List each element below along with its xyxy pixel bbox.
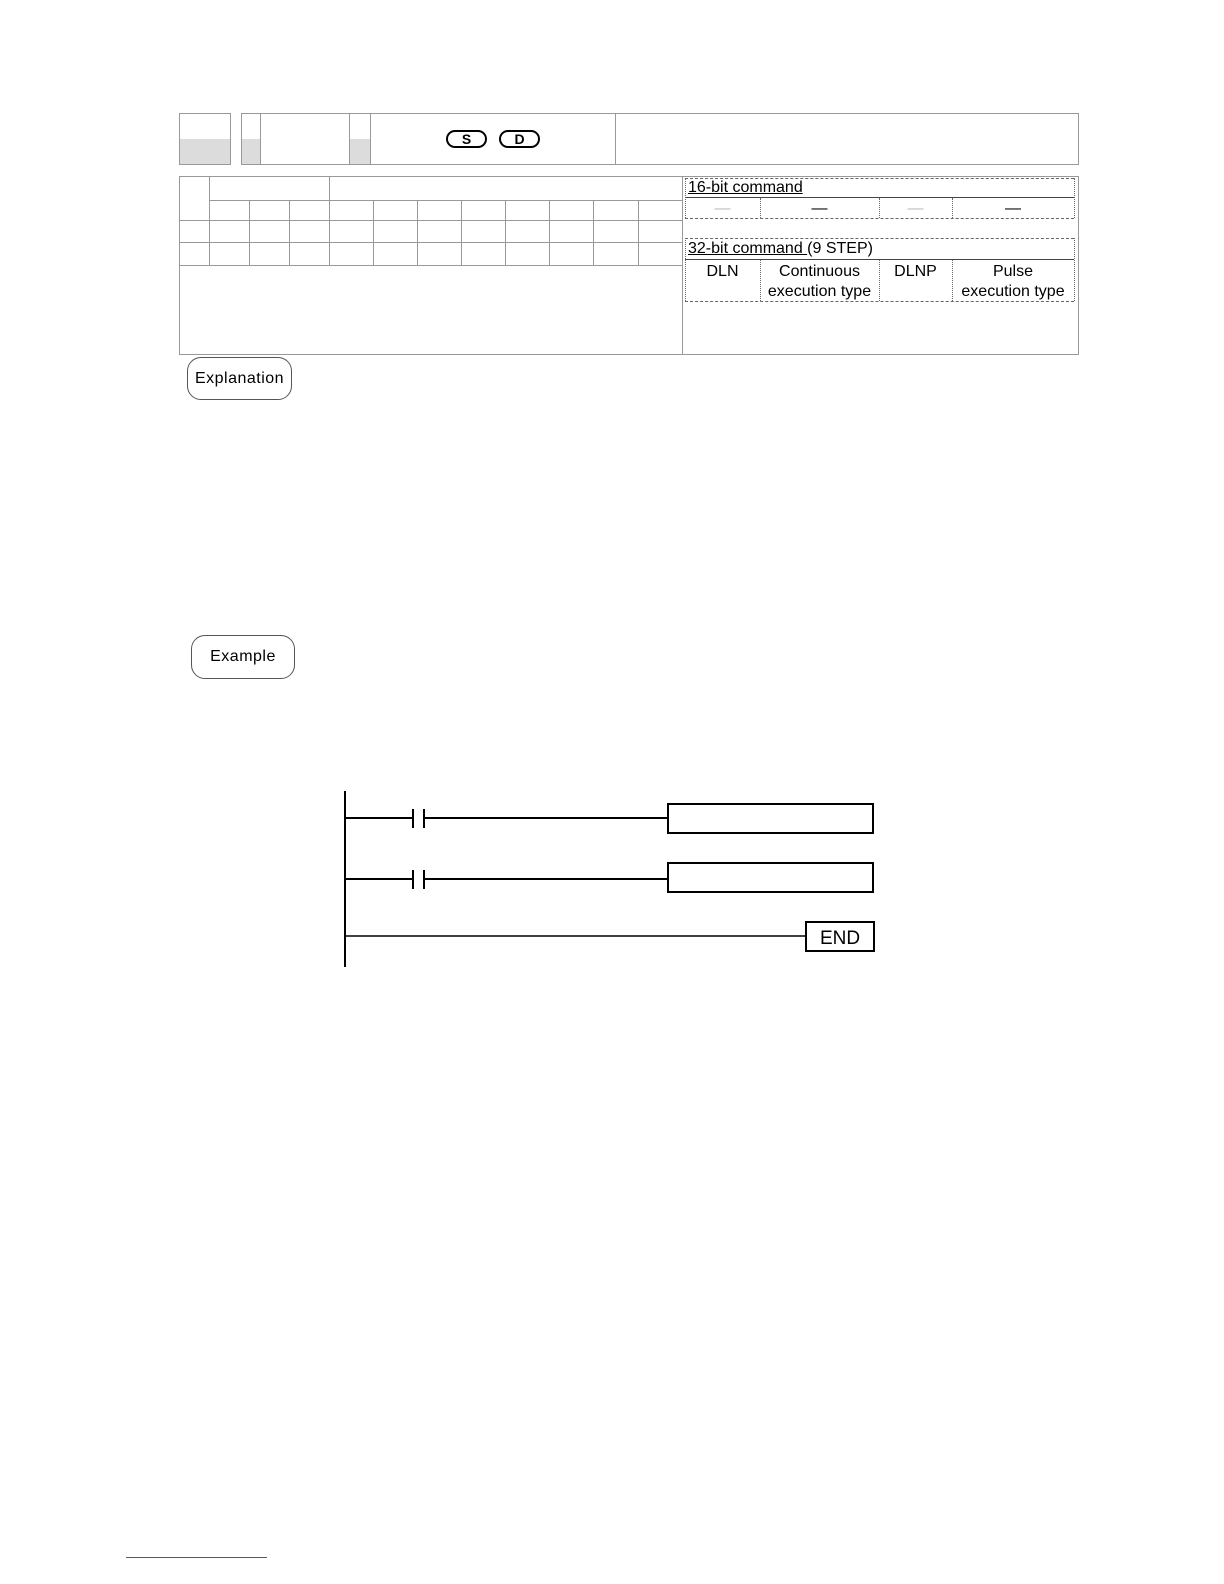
grid-col-divider <box>593 200 594 266</box>
grid-row-divider <box>179 242 682 243</box>
bit32-sep-a <box>760 260 761 301</box>
bit32-top-border <box>685 238 1074 239</box>
bit16-heading: 16-bit command <box>688 179 803 196</box>
destination-operand-icon: D <box>499 130 540 148</box>
bit16-sep-c <box>952 198 953 218</box>
ladder-diagram <box>330 785 890 975</box>
grid-col-divider <box>289 200 290 266</box>
bit16-top-border <box>685 178 1074 179</box>
bit16-cell-2: — <box>811 200 828 217</box>
bit32-cell-3-line1: DLNP <box>894 263 937 280</box>
grid-col-divider <box>549 200 550 266</box>
bit32-cell-4-line2: execution type <box>961 283 1065 300</box>
panel-divider <box>682 176 683 355</box>
mnemonic-shade-left <box>242 139 260 164</box>
example-label: Example <box>191 635 295 679</box>
bit32-heading-steps: (9 STEP) <box>807 240 873 257</box>
bit32-cell-4-line1: Pulse <box>992 263 1034 280</box>
bit16-sep-a <box>760 198 761 218</box>
rung-1-instruction-box <box>668 804 873 833</box>
grid-col-divider <box>417 200 418 266</box>
bit32-sep-c <box>952 260 953 301</box>
mnemonic-divider-left <box>260 113 261 165</box>
grid-col-divider <box>638 200 639 266</box>
operands-box <box>370 113 616 165</box>
grid-col-divider <box>329 176 330 266</box>
instruction-code-shade <box>180 139 230 164</box>
mnemonic-shade-right <box>350 139 370 164</box>
source-operand-icon: S <box>446 130 487 148</box>
bit32-cell-4 <box>952 262 1074 302</box>
bit32-cell-1 <box>685 262 760 282</box>
explanation-label: Explanation <box>187 357 292 400</box>
bit32-sep-left <box>685 238 686 301</box>
bit32-sep-right <box>1074 238 1075 301</box>
bit32-cell-2 <box>760 262 879 302</box>
grid-col-divider <box>209 176 210 266</box>
footer-link-rule <box>126 1557 267 1558</box>
bit32-cell-1-line1: DLN <box>706 263 739 280</box>
bit32-sep-b <box>879 260 880 301</box>
bit32-heading <box>688 239 873 259</box>
grid-col-divider <box>249 200 250 266</box>
bit16-cell-1: — <box>714 200 731 217</box>
bit32-cell-2-line2: execution type <box>767 283 872 300</box>
grid-row-divider <box>209 200 682 201</box>
bit16-sep-right <box>1074 178 1075 218</box>
grid-col-divider <box>505 200 506 266</box>
bit16-cell-3: — <box>907 200 924 217</box>
bit16-sep-left <box>685 178 686 218</box>
bit32-heading-main: 32-bit command <box>688 240 808 257</box>
end-label: END <box>819 928 861 949</box>
bit16-sep-b <box>879 198 880 218</box>
function-description-box <box>615 113 1079 165</box>
grid-row-divider <box>179 220 682 221</box>
grid-col-divider <box>373 200 374 266</box>
bit32-cell-3 <box>879 262 952 282</box>
grid-col-divider <box>461 200 462 266</box>
rung-2-instruction-box <box>668 863 873 892</box>
grid-row-divider <box>179 265 682 266</box>
bit32-cell-2-line1: Continuous <box>779 263 860 280</box>
bit16-cell-4: — <box>1005 200 1021 217</box>
